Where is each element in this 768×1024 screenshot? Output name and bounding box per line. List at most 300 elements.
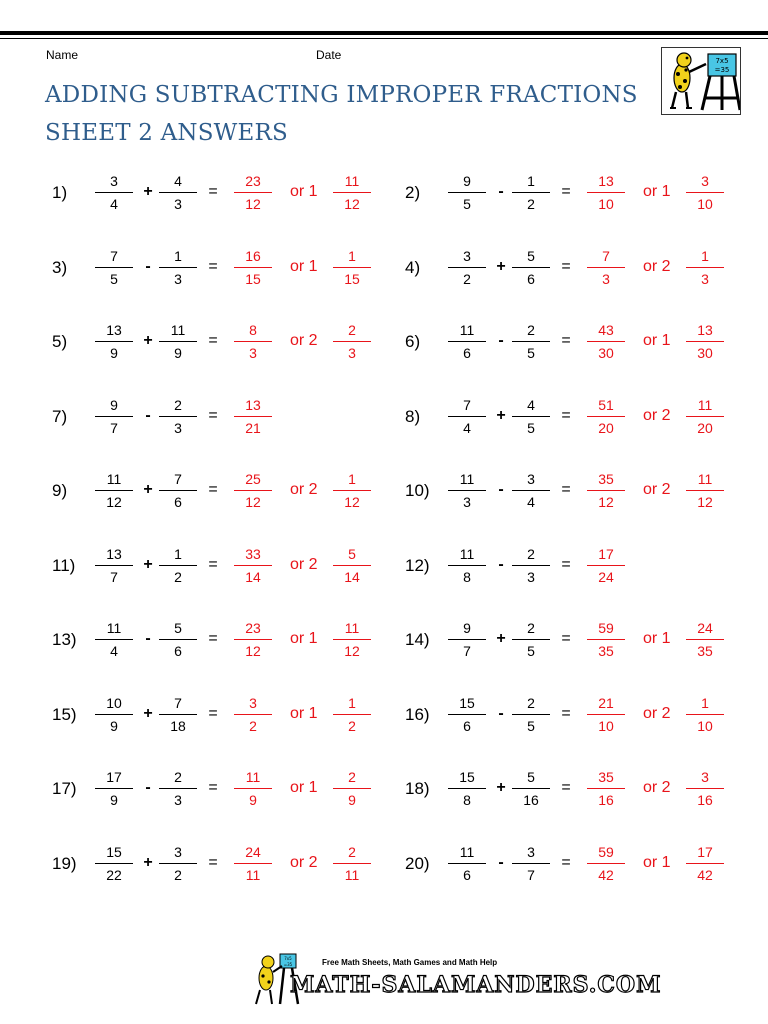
- mixed-fraction-denominator: 35: [697, 643, 713, 659]
- first-fraction-numerator: 11: [106, 620, 122, 636]
- first-fraction: [448, 545, 486, 587]
- mixed-fraction: [686, 396, 724, 438]
- equals-sign: =: [208, 406, 218, 424]
- mixed-fraction-denominator: 9: [348, 792, 356, 808]
- second-fraction-denominator: 4: [527, 494, 535, 510]
- second-fraction-numerator: 5: [174, 620, 182, 636]
- mixed-fraction-denominator: 12: [344, 196, 360, 212]
- problem-17: [52, 768, 392, 812]
- mixed-fraction-bar: [333, 192, 371, 193]
- mixed-fraction: [333, 843, 371, 885]
- answer-fraction: [234, 247, 272, 289]
- answer-fraction-bar: [587, 714, 625, 715]
- answer-fraction-bar: [234, 490, 272, 491]
- answer-fraction: [587, 470, 625, 512]
- mixed-fraction: [333, 619, 371, 661]
- answer-fraction: [234, 321, 272, 363]
- answer-fraction-denominator: 10: [598, 196, 614, 212]
- answer-fraction-denominator: 3: [602, 270, 610, 287]
- second-fraction-bar: [512, 192, 550, 193]
- answer-fraction-bar: [587, 565, 625, 566]
- operator: -: [498, 481, 504, 498]
- answer-fraction-bar: [587, 863, 625, 864]
- mixed-fraction-denominator: 42: [697, 866, 713, 883]
- operator: +: [143, 704, 153, 722]
- answer-fraction-numerator: 11: [245, 769, 261, 785]
- answer-fraction: [587, 768, 625, 810]
- first-fraction: [448, 321, 486, 363]
- first-fraction-denominator: 6: [463, 345, 471, 361]
- second-fraction: [512, 470, 550, 512]
- mixed-fraction-numerator: 17: [697, 843, 713, 860]
- second-fraction: [159, 247, 197, 289]
- logo-board-text: 7x5: [715, 57, 729, 65]
- mixed-fraction-denominator: 3: [701, 270, 709, 287]
- equals-sign: =: [208, 853, 218, 871]
- or-whole-part: or 2: [643, 406, 671, 424]
- answer-fraction-bar: [234, 788, 272, 789]
- equals-sign: =: [561, 555, 571, 573]
- answer-fraction-denominator: 42: [598, 866, 614, 883]
- answer-fraction-bar: [234, 565, 272, 566]
- second-fraction-numerator: 2: [174, 769, 182, 785]
- or-whole-part: or 2: [290, 555, 318, 573]
- answer-fraction-denominator: 12: [245, 196, 261, 212]
- answer-fraction-denominator: 3: [249, 345, 257, 361]
- answer-fraction-numerator: 35: [598, 471, 614, 487]
- second-fraction-denominator: 18: [170, 717, 186, 734]
- first-fraction-denominator: 4: [110, 643, 118, 659]
- first-fraction: [95, 247, 133, 289]
- mixed-fraction-denominator: 10: [697, 196, 713, 212]
- mixed-fraction-bar: [333, 267, 371, 268]
- problem-6: [405, 321, 745, 365]
- operator: -: [498, 853, 504, 871]
- second-fraction-bar: [159, 565, 197, 566]
- first-fraction: [448, 172, 486, 214]
- salamander-logo: [661, 47, 741, 115]
- mixed-fraction-numerator: 13: [697, 322, 713, 338]
- second-fraction: [159, 321, 197, 363]
- first-fraction-numerator: 13: [106, 545, 122, 562]
- first-fraction-numerator: 9: [110, 396, 118, 413]
- operator: -: [145, 406, 151, 424]
- answer-fraction-numerator: 43: [598, 322, 614, 338]
- first-fraction: [448, 247, 486, 289]
- or-whole-part: or 1: [643, 332, 671, 349]
- mixed-fraction-denominator: 30: [697, 345, 713, 361]
- second-fraction-bar: [159, 788, 197, 789]
- top-rule-thick: [0, 31, 768, 35]
- problem-number: 5): [52, 332, 68, 351]
- answer-fraction: [234, 470, 272, 512]
- equals-sign: =: [561, 704, 571, 722]
- first-fraction-numerator: 11: [459, 322, 475, 338]
- operator: -: [145, 779, 151, 796]
- svg-text:=35: =35: [714, 66, 730, 74]
- first-fraction-bar: [95, 267, 133, 268]
- mixed-fraction-numerator: 5: [348, 545, 356, 562]
- first-fraction-numerator: 9: [463, 620, 471, 636]
- second-fraction: [512, 396, 550, 438]
- first-fraction-numerator: 10: [106, 694, 122, 711]
- answer-fraction-denominator: 12: [245, 494, 261, 510]
- second-fraction-numerator: 4: [527, 396, 535, 413]
- mixed-fraction-numerator: 1: [701, 694, 709, 711]
- mixed-fraction-bar: [333, 341, 371, 342]
- second-fraction-numerator: 7: [174, 471, 182, 487]
- answer-fraction-bar: [587, 639, 625, 640]
- or-whole-part: or 1: [290, 183, 318, 200]
- answer-fraction-numerator: 3: [249, 694, 257, 711]
- second-fraction-numerator: 11: [170, 322, 186, 338]
- or-whole-part: or 1: [290, 630, 318, 647]
- mixed-fraction-numerator: 2: [348, 843, 356, 860]
- second-fraction: [159, 545, 197, 587]
- mixed-fraction: [686, 768, 724, 810]
- second-fraction: [159, 619, 197, 661]
- operator: -: [498, 183, 504, 200]
- answer-fraction-numerator: 7: [602, 247, 610, 264]
- first-fraction-denominator: 12: [106, 494, 122, 510]
- mixed-fraction: [686, 321, 724, 363]
- second-fraction: [159, 470, 197, 512]
- problem-2: [405, 172, 745, 216]
- second-fraction-bar: [159, 863, 197, 864]
- operator: +: [496, 630, 506, 647]
- first-fraction-denominator: 22: [106, 866, 122, 883]
- second-fraction-denominator: 6: [174, 494, 182, 510]
- answer-fraction-denominator: 10: [598, 717, 614, 734]
- mixed-fraction-numerator: 24: [697, 620, 713, 636]
- second-fraction: [159, 843, 197, 885]
- problem-8: [405, 396, 745, 440]
- second-fraction-denominator: 5: [527, 717, 535, 734]
- second-fraction-denominator: 2: [527, 196, 535, 212]
- mixed-fraction: [686, 470, 724, 512]
- first-fraction-bar: [95, 714, 133, 715]
- answer-fraction-bar: [234, 714, 272, 715]
- second-fraction-numerator: 4: [174, 173, 182, 189]
- first-fraction-bar: [95, 863, 133, 864]
- answer-fraction: [234, 768, 272, 810]
- second-fraction-bar: [512, 416, 550, 417]
- answer-fraction: [234, 619, 272, 661]
- first-fraction-numerator: 3: [463, 247, 471, 264]
- answer-fraction-denominator: 21: [245, 419, 261, 436]
- second-fraction-denominator: 6: [527, 270, 535, 287]
- answer-fraction-bar: [234, 639, 272, 640]
- first-fraction-numerator: 7: [463, 396, 471, 413]
- second-fraction-bar: [159, 490, 197, 491]
- first-fraction-numerator: 11: [459, 471, 475, 487]
- mixed-fraction-bar: [686, 192, 724, 193]
- second-fraction-bar: [512, 714, 550, 715]
- first-fraction: [95, 396, 133, 438]
- first-fraction-denominator: 7: [110, 568, 118, 585]
- second-fraction-denominator: 5: [527, 345, 535, 361]
- first-fraction: [95, 843, 133, 885]
- footer-site-name: MATH-SALAMANDERS.COM: [290, 972, 662, 998]
- operator: +: [143, 853, 153, 871]
- second-fraction-numerator: 5: [527, 247, 535, 264]
- or-whole-part: or 1: [290, 779, 318, 796]
- second-fraction: [512, 172, 550, 214]
- first-fraction: [95, 768, 133, 810]
- mixed-fraction: [686, 619, 724, 661]
- first-fraction: [95, 172, 133, 214]
- mixed-fraction-numerator: 3: [701, 769, 709, 785]
- second-fraction-numerator: 1: [527, 173, 535, 189]
- second-fraction: [512, 247, 550, 289]
- answer-fraction-denominator: 2: [249, 717, 257, 734]
- mixed-fraction-denominator: 10: [697, 717, 713, 734]
- mixed-fraction-bar: [686, 416, 724, 417]
- page-title: ADDING SUBTRACTING IMPROPER FRACTIONS: [45, 82, 638, 108]
- answer-fraction-numerator: 35: [598, 769, 614, 785]
- mixed-fraction-numerator: 11: [697, 471, 713, 487]
- mixed-fraction-numerator: 2: [348, 322, 356, 338]
- mixed-fraction-bar: [686, 714, 724, 715]
- first-fraction-bar: [95, 341, 133, 342]
- mixed-fraction-bar: [333, 714, 371, 715]
- problem-number: 6): [405, 332, 421, 351]
- problem-number: 11): [52, 555, 76, 575]
- mixed-fraction-bar: [686, 863, 724, 864]
- first-fraction-denominator: 5: [110, 270, 118, 287]
- mixed-fraction-denominator: 20: [697, 419, 713, 436]
- problem-20: [405, 843, 745, 887]
- mixed-fraction: [333, 172, 371, 214]
- or-whole-part: or 1: [290, 257, 318, 275]
- mixed-fraction-denominator: 11: [344, 866, 360, 883]
- problem-19: [52, 843, 392, 887]
- answer-fraction: [587, 247, 625, 289]
- answer-fraction-bar: [234, 863, 272, 864]
- answer-fraction-bar: [234, 267, 272, 268]
- mixed-fraction-numerator: 11: [697, 396, 713, 413]
- first-fraction: [95, 694, 133, 736]
- second-fraction: [159, 768, 197, 810]
- first-fraction-bar: [95, 192, 133, 193]
- equals-sign: =: [561, 630, 571, 647]
- answer-fraction-denominator: 11: [245, 866, 261, 883]
- mixed-fraction-numerator: 1: [348, 247, 356, 264]
- mixed-fraction: [686, 247, 724, 289]
- answer-fraction-bar: [587, 788, 625, 789]
- problem-number: 16): [405, 704, 430, 724]
- first-fraction: [95, 470, 133, 512]
- first-fraction-denominator: 8: [463, 568, 471, 585]
- answer-fraction-denominator: 12: [245, 643, 261, 659]
- problem-number: 8): [405, 406, 421, 426]
- page-subtitle: SHEET 2 ANSWERS: [45, 120, 288, 146]
- equals-sign: =: [208, 257, 218, 275]
- mixed-fraction-numerator: 11: [344, 173, 360, 189]
- second-fraction-numerator: 1: [174, 247, 182, 264]
- second-fraction-denominator: 2: [174, 866, 182, 883]
- answer-fraction: [587, 396, 625, 438]
- second-fraction-bar: [512, 863, 550, 864]
- first-fraction-denominator: 5: [463, 196, 471, 212]
- first-fraction: [95, 545, 133, 587]
- or-whole-part: or 1: [643, 853, 671, 871]
- answer-fraction: [234, 843, 272, 885]
- or-whole-part: or 2: [643, 481, 671, 498]
- mixed-fraction: [333, 545, 371, 587]
- mixed-fraction-bar: [333, 639, 371, 640]
- problem-number: 9): [52, 481, 68, 500]
- answer-fraction-denominator: 24: [598, 568, 614, 585]
- second-fraction-denominator: 2: [174, 568, 182, 585]
- second-fraction: [512, 321, 550, 363]
- answer-fraction-bar: [587, 267, 625, 268]
- second-fraction: [512, 619, 550, 661]
- first-fraction: [448, 768, 486, 810]
- problem-number: 19): [52, 853, 77, 873]
- operator: -: [498, 332, 504, 349]
- first-fraction-bar: [448, 788, 486, 789]
- problem-number: 10): [405, 481, 430, 500]
- footer-tagline: Free Math Sheets, Math Games and Math Help: [322, 958, 498, 967]
- or-whole-part: or 2: [643, 257, 671, 275]
- mixed-fraction-denominator: 3: [348, 345, 356, 361]
- first-fraction-bar: [448, 267, 486, 268]
- answer-fraction: [234, 694, 272, 736]
- mixed-fraction-numerator: 1: [348, 471, 356, 487]
- operator: +: [496, 779, 506, 796]
- date-label: Date: [316, 48, 342, 62]
- first-fraction-denominator: 9: [110, 792, 118, 808]
- first-fraction-denominator: 4: [463, 419, 471, 436]
- first-fraction-denominator: 9: [110, 345, 118, 361]
- first-fraction-numerator: 3: [110, 173, 118, 189]
- equals-sign: =: [208, 630, 218, 647]
- second-fraction-bar: [159, 192, 197, 193]
- or-whole-part: or 2: [290, 332, 318, 349]
- or-whole-part: or 2: [290, 481, 318, 498]
- mixed-fraction: [333, 247, 371, 289]
- or-whole-part: or 2: [643, 779, 671, 796]
- mixed-fraction-denominator: 12: [344, 494, 360, 510]
- answer-fraction-denominator: 35: [598, 643, 614, 659]
- first-fraction-bar: [448, 490, 486, 491]
- first-fraction-bar: [448, 863, 486, 864]
- problem-number: 13): [52, 630, 77, 649]
- answer-fraction-numerator: 25: [245, 471, 261, 487]
- answer-fraction-denominator: 15: [245, 270, 261, 287]
- second-fraction-denominator: 3: [174, 792, 182, 808]
- second-fraction-bar: [159, 267, 197, 268]
- second-fraction-denominator: 16: [523, 792, 539, 808]
- first-fraction-bar: [448, 341, 486, 342]
- first-fraction-numerator: 11: [106, 471, 122, 487]
- operator: +: [496, 257, 506, 275]
- second-fraction-bar: [512, 341, 550, 342]
- second-fraction-numerator: 2: [527, 545, 535, 562]
- answer-fraction-numerator: 17: [598, 545, 614, 562]
- mixed-fraction-denominator: 12: [344, 643, 360, 659]
- first-fraction-bar: [95, 565, 133, 566]
- operator: -: [498, 704, 504, 722]
- mixed-fraction: [333, 768, 371, 810]
- first-fraction-denominator: 7: [110, 419, 118, 436]
- first-fraction-numerator: 9: [463, 173, 471, 189]
- problem-14: [405, 619, 745, 663]
- mixed-fraction-bar: [333, 490, 371, 491]
- operator: +: [143, 555, 153, 573]
- answer-fraction-numerator: 13: [598, 173, 614, 189]
- second-fraction-bar: [159, 341, 197, 342]
- mixed-fraction-bar: [686, 341, 724, 342]
- mixed-fraction-bar: [333, 788, 371, 789]
- first-fraction-numerator: 7: [110, 247, 118, 264]
- second-fraction-bar: [512, 639, 550, 640]
- second-fraction: [512, 545, 550, 587]
- problem-4: [405, 247, 745, 291]
- first-fraction: [448, 396, 486, 438]
- problem-15: [52, 694, 392, 738]
- second-fraction-denominator: 9: [174, 345, 182, 361]
- mixed-fraction-numerator: 3: [701, 173, 709, 189]
- answer-fraction-numerator: 16: [245, 247, 261, 264]
- mixed-fraction-numerator: 11: [344, 620, 360, 636]
- mixed-fraction-bar: [333, 565, 371, 566]
- mixed-fraction-bar: [686, 267, 724, 268]
- mixed-fraction: [686, 843, 724, 885]
- second-fraction-denominator: 7: [527, 866, 535, 883]
- answer-fraction: [587, 843, 625, 885]
- second-fraction-numerator: 2: [527, 322, 535, 338]
- first-fraction-bar: [448, 639, 486, 640]
- answer-fraction: [234, 545, 272, 587]
- first-fraction-numerator: 17: [106, 769, 122, 785]
- equals-sign: =: [208, 779, 218, 796]
- problem-7: [52, 396, 392, 440]
- equals-sign: =: [561, 853, 571, 871]
- problem-number: 2): [405, 183, 421, 202]
- mixed-fraction-denominator: 12: [697, 494, 713, 510]
- answer-fraction: [587, 619, 625, 661]
- problem-12: [405, 545, 745, 589]
- second-fraction-bar: [159, 416, 197, 417]
- answer-fraction-bar: [234, 192, 272, 193]
- first-fraction-numerator: 15: [459, 694, 475, 711]
- second-fraction-bar: [159, 639, 197, 640]
- first-fraction-bar: [95, 490, 133, 491]
- second-fraction: [159, 694, 197, 736]
- mixed-fraction: [333, 470, 371, 512]
- operator: -: [145, 257, 151, 275]
- equals-sign: =: [208, 183, 218, 200]
- first-fraction-denominator: 8: [463, 792, 471, 808]
- answer-fraction: [234, 396, 272, 438]
- second-fraction-numerator: 5: [527, 769, 535, 785]
- answer-fraction: [587, 321, 625, 363]
- second-fraction-denominator: 6: [174, 643, 182, 659]
- answer-fraction: [587, 172, 625, 214]
- equals-sign: =: [561, 406, 571, 424]
- mixed-fraction-numerator: 2: [348, 769, 356, 785]
- equals-sign: =: [208, 555, 218, 573]
- mixed-fraction-denominator: 2: [348, 717, 356, 734]
- mixed-fraction-bar: [686, 788, 724, 789]
- operator: -: [145, 630, 151, 647]
- mixed-fraction: [686, 172, 724, 214]
- problem-number: 12): [405, 555, 430, 575]
- first-fraction-denominator: 3: [463, 494, 471, 510]
- first-fraction-denominator: 9: [110, 717, 118, 734]
